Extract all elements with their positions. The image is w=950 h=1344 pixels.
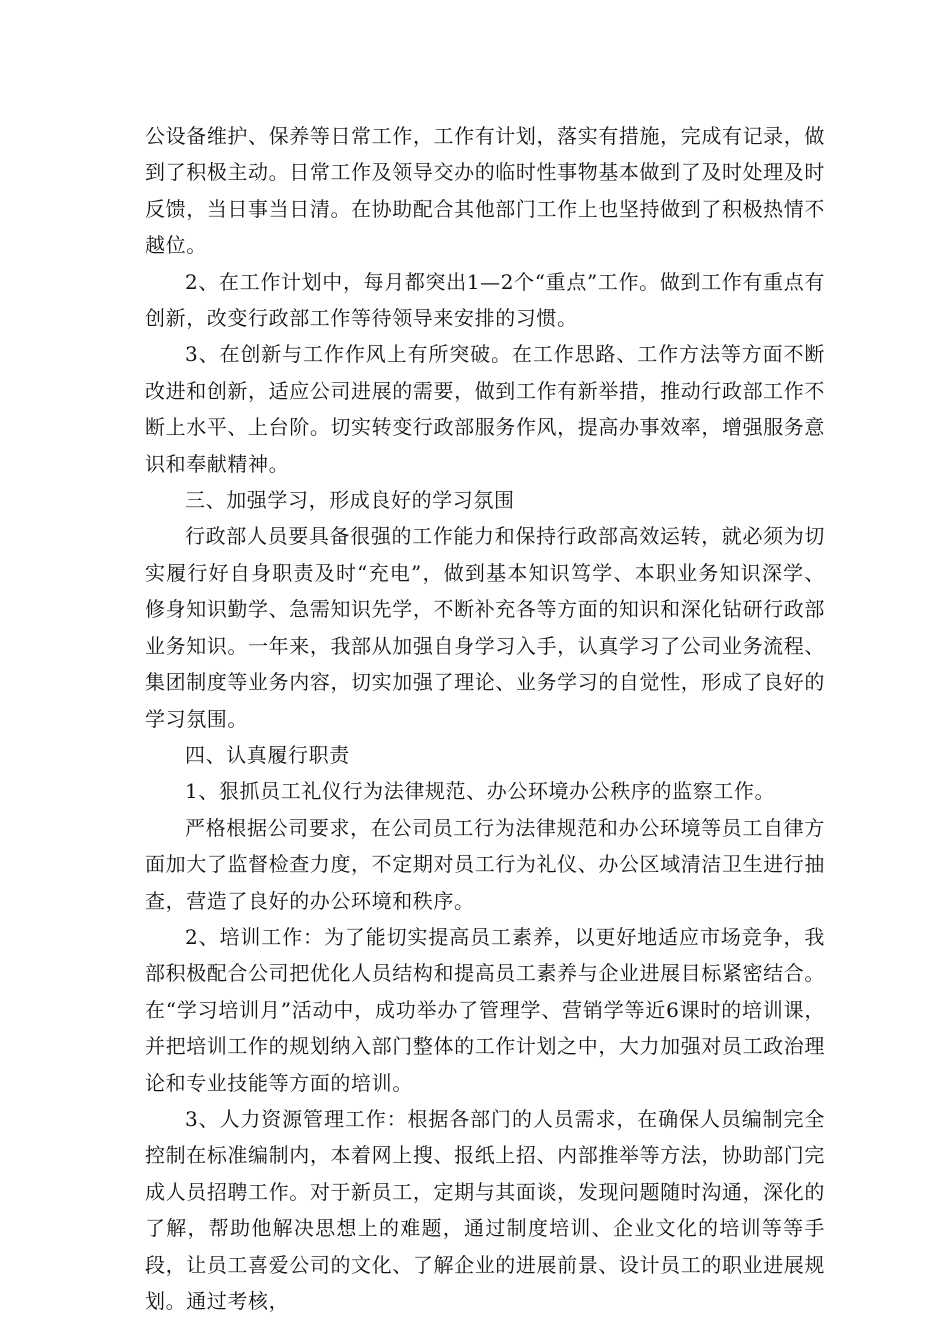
paragraph-3: 3、在创新与工作作风上有所突破。在工作思路、工作方法等方面不断改进和创新，适应公司进展的需要，做到工作有新举措，推动行政部工作不断上水平、上台阶。切实转变行政部服务作风，提高办事效率，增强服务意识和奉献精神。: [145, 342, 825, 476]
paragraph-8: 严格根据公司要求，在公司员工行为法律规范和办公环境等员工自律方面加大了监督检查力度，不定期对员工行为礼仪、办公区域清洁卫生进行抽查，营造了良好的办公环境和秩序。: [145, 815, 825, 913]
section-heading-4: 四、认真履行职责: [185, 742, 350, 767]
paragraph-7: 1、狠抓员工礼仪行为法律规范、办公环境办公秩序的监察工作。: [185, 779, 776, 804]
paragraph-10: 3、人力资源管理工作：根据各部门的人员需求，在确保人员编制完全控制在标准编制内，本着网上搜、报纸上招、内部推举等方法，协助部门完成人员招聘工作。对于新员工，定期与其面谈，发现问题随时沟通，深化的了解，帮助他解决思想上的难题，通过制度培训、企业文化的培训等等手段，让员工喜爱公司的文化、了解企业的进展前景、设计员工的职业进展规划。通过考核，: [145, 1106, 825, 1313]
document-body: [145, 118, 825, 1319]
paragraph-5: 行政部人员要具备很强的工作能力和保持行政部高效运转，就必须为切实履行好自身职责及时“充电”，做到基本知识笃学、本职业务知识深学、修身知识勤学、急需知识先学，不断补充各等方面的知识和深化钻研行政部业务知识。一年来，我部从加强自身学习入手，认真学习了公司业务流程、集团制度等业务内容，切实加强了理论、业务学习的自觉性，形成了良好的学习氛围。: [145, 524, 825, 731]
paragraph-1: 公设备维护、保养等日常工作，工作有计划，落实有措施，完成有记录，做到了积极主动。日常工作及领导交办的临时性事物基本做到了及时处理及时反馈，当日事当日清。在协助配合其他部门工作上也坚持做到了积极热情不越位。: [145, 124, 825, 258]
paragraph-9: 2、培训工作：为了能切实提高员工素养，以更好地适应市场竞争，我部积极配合公司把优化人员结构和提高员工素养与企业进展目标紧密结合。在“学习培训月”活动中，成功举办了管理学、营销学等近6课时的培训课，并把培训工作的规划纳入部门整体的工作计划之中，大力加强对员工政治理论和专业技能等方面的培训。: [145, 924, 825, 1095]
paragraph-2: 2、在工作计划中，每月都突出1—2个“重点”工作。做到工作有重点有创新，改变行政部工作等待领导来安排的习惯。: [145, 269, 825, 331]
section-heading-3: 三、加强学习，形成良好的学习氛围: [185, 488, 515, 513]
